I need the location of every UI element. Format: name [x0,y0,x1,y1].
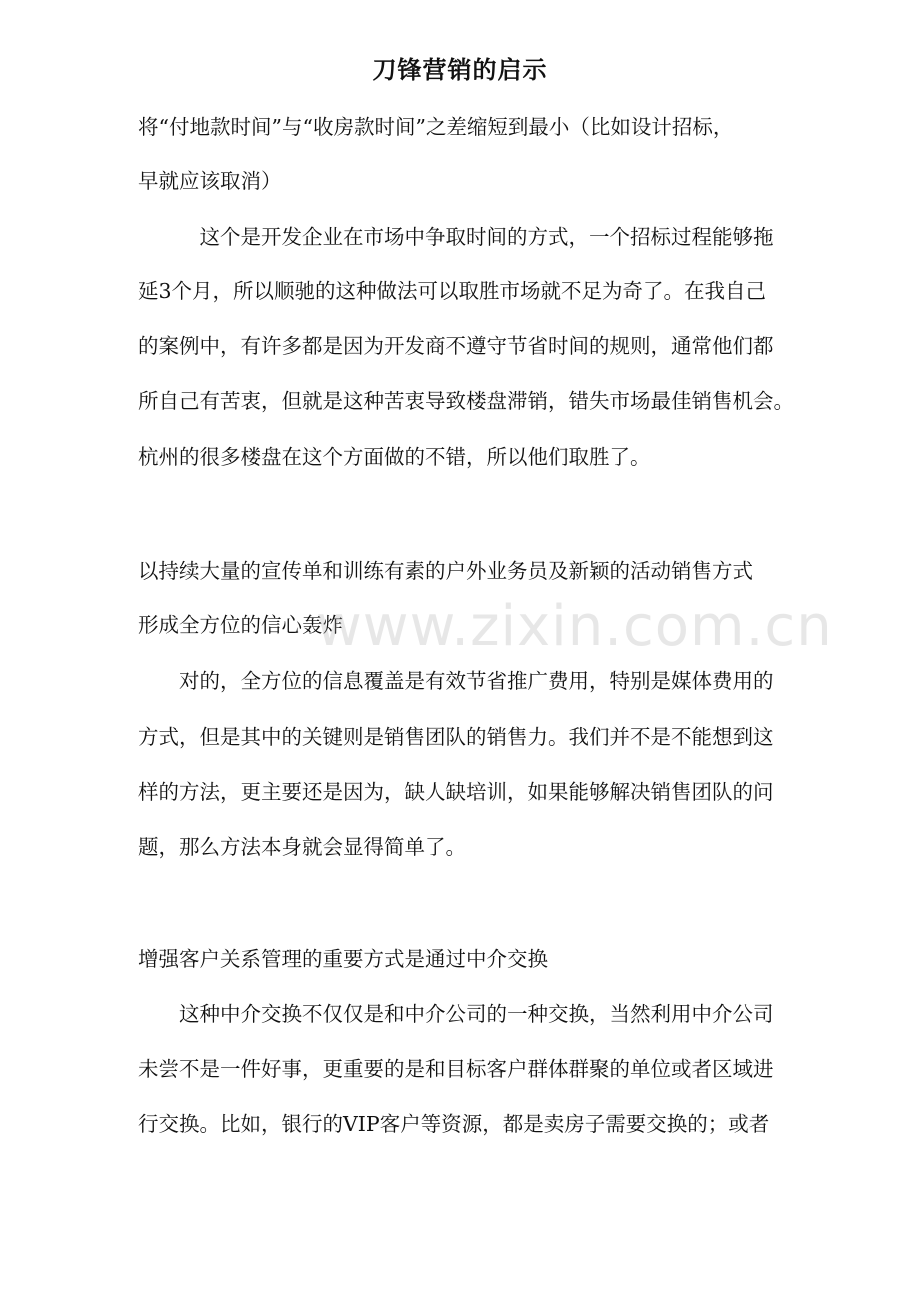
text-line: 未尝不是一件好事，更重要的是和目标客户群体群聚的单位或者区域进 [138,1057,774,1081]
text-line: 这种中介交换不仅仅是和中介公司的一种交换，当然利用中介公司 [138,1002,774,1026]
text-line: 对的，全方位的信息覆盖是有效节省推广费用，特别是媒体费用的 [138,669,774,693]
text-line: 早就应该取消） [138,169,282,193]
text-line: 以持续大量的宣传单和训练有素的户外业务员及新颖的活动销售方式 [138,559,753,583]
text-line: 的案例中，有许多都是因为开发商不遵守节省时间的规则，通常他们都 [138,334,774,358]
text-line: 将“付地款时间”与“收房款时间”之差缩短到最小（比如设计招标， [138,115,734,139]
text-line: 题，那么方法本身就会显得简单了。 [138,835,466,859]
text-line: 样的方法，更主要还是因为，缺人缺培训，如果能够解决销售团队的问 [138,780,774,804]
text-line: 杭州的很多楼盘在这个方面做的不错，所以他们取胜了。 [138,445,651,469]
watermark: www.zixin.com.cn [316,594,833,659]
text-line: 延3个月，所以顺驰的这种做法可以取胜市场就不足为奇了。在我自己 [138,279,767,303]
text-line: 行交换。比如，银行的VIP客户等资源，都是卖房子需要交换的；或者 [138,1112,770,1136]
text-line: 形成全方位的信心轰炸 [138,613,343,637]
text-line: 这个是开发企业在市场中争取时间的方式，一个招标过程能够拖 [138,225,774,249]
document-title: 刀锋营销的启示 [372,56,548,84]
text-line: 方式，但是其中的关键则是销售团队的销售力。我们并不是不能想到这 [138,725,774,749]
text-line: 所自己有苦衷，但就是这种苦衷导致楼盘滞销，错失市场最佳销售机会。 [138,389,794,413]
text-line: 增强客户关系管理的重要方式是通过中介交换 [138,947,548,971]
